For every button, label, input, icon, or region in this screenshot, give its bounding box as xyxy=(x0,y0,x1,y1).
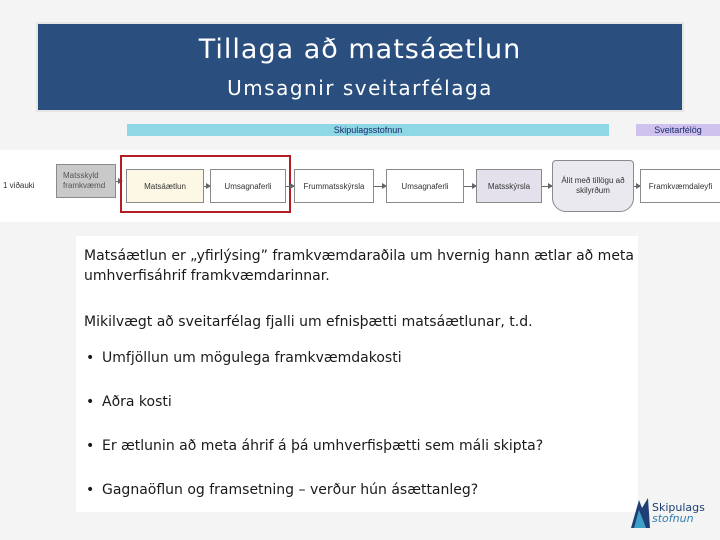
flow-step-label: Framkvæmdaleyfi xyxy=(648,181,713,191)
flow-step-permit xyxy=(640,169,720,203)
logo-mark-icon xyxy=(628,496,652,530)
importance-paragraph: Mikilvægt að sveitarfélag fjalli um efnisþætti matsáætlunar, t.d. xyxy=(84,314,533,330)
flow-step-final-report xyxy=(476,169,542,203)
process-flow xyxy=(0,150,720,222)
flow-step-label: Álit með tillögu að skilyrðum xyxy=(561,176,625,195)
flow-appendix-label: 1 viðauki xyxy=(3,181,35,190)
flow-step-scoping xyxy=(126,169,204,203)
flow-step-review-1 xyxy=(210,169,286,203)
municipality-banner: Sveitarfélög xyxy=(636,124,720,136)
flow-step-label: Umsagnaferli xyxy=(401,181,449,191)
content-panel xyxy=(76,236,638,512)
flow-step-project xyxy=(56,164,116,198)
bullet-item: • Er ætlunin að meta áhrif á þá umhverfisþætti sem máli skipta? xyxy=(84,436,543,480)
bullet-list xyxy=(84,348,543,524)
flow-arrow xyxy=(464,186,476,187)
slide-title: Tillaga að matsáætlun xyxy=(198,34,522,65)
logo-text-line1: Skipulags xyxy=(652,501,705,514)
logo-text-line2: stofnun xyxy=(652,512,694,525)
flow-step-opinion xyxy=(552,160,634,212)
flow-arrow xyxy=(374,186,386,187)
bullet-item: • Umfjöllun um mögulega framkvæmdakosti xyxy=(84,348,543,392)
intro-paragraph: Matsáætlun er „yfirlýsing” framkvæmdaraðila um hvernig hann ætlar að meta umhverfisáhrif framkvæmdarinnar. xyxy=(84,248,634,284)
flow-step-label: Matsskýrsla xyxy=(487,181,531,191)
slide-subtitle: Umsagnir sveitarfélaga xyxy=(227,76,493,100)
flow-arrow xyxy=(542,186,552,187)
flow-step-label: Matsáætlun xyxy=(144,181,186,191)
flow-step-label: Matsskyld framkvæmd xyxy=(63,171,106,190)
planning-agency-logo xyxy=(626,494,716,536)
flow-step-label: Frummatsskýrsla xyxy=(303,181,365,191)
bullet-item: • Gagnaöflun og framsetning – verður hún ásættanleg? xyxy=(84,480,543,524)
flow-step-review-2 xyxy=(386,169,464,203)
flow-arrow xyxy=(286,186,294,187)
planning-agency-banner: Skipulagsstofnun xyxy=(127,124,609,136)
flow-step-label: Umsagnaferli xyxy=(224,181,272,191)
title-box xyxy=(36,22,684,112)
flow-step-draft-report xyxy=(294,169,374,203)
bullet-item: • Aðra kosti xyxy=(84,392,543,436)
